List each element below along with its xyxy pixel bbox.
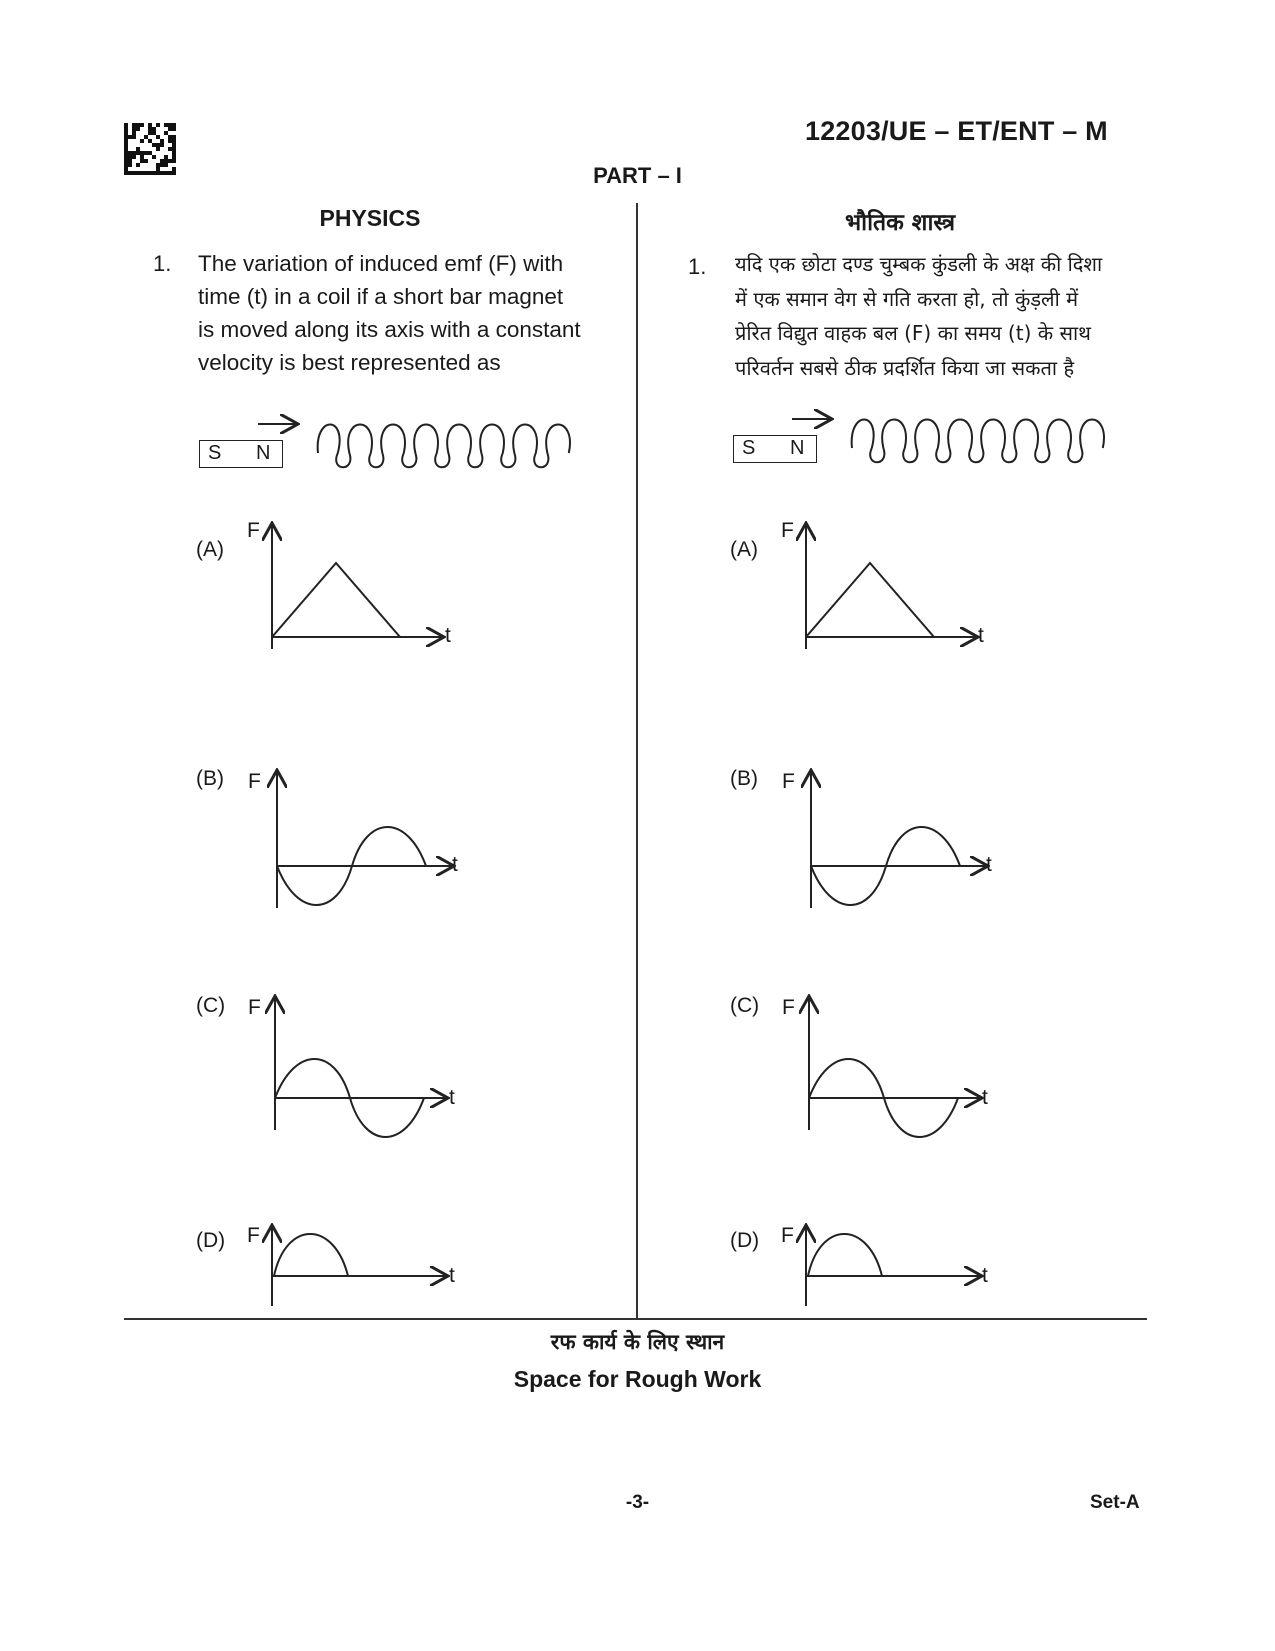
paper-code: 12203/UE – ET/ENT – M	[805, 116, 1108, 146]
question-number-hi: 1.	[688, 254, 707, 279]
coil-hi	[852, 420, 1104, 463]
bar-magnet-hi	[733, 435, 817, 463]
magnet-s-label: S	[208, 442, 222, 464]
question-line: velocity is best represented as	[198, 350, 501, 375]
coil-en	[318, 425, 570, 468]
option-b-label-hi: (B)	[730, 767, 758, 790]
axis-f-label: F	[247, 1224, 260, 1247]
physics-heading: PHYSICS	[319, 205, 421, 231]
option-a-label-hi: (A)	[730, 538, 758, 561]
option-a-label-en: (A)	[196, 538, 224, 561]
axis-t-label: t	[449, 1086, 455, 1109]
axis-t-label: t	[449, 1264, 455, 1287]
axis-f-label: F	[248, 996, 261, 1019]
axis-f-label: F	[781, 519, 794, 542]
bar-magnet-en	[199, 440, 283, 468]
axis-f-label: F	[781, 1224, 794, 1247]
question-line: is moved along its axis with a constant	[198, 317, 581, 342]
question-line: यदि एक छोटा दण्ड चुम्बक कुंडली के अक्ष की दिशा	[735, 252, 1103, 276]
option-b-label-en: (B)	[196, 767, 224, 790]
question-line: प्रेरित विद्युत वाहक बल (F) का समय (t) के साथ	[735, 321, 1091, 345]
column-divider	[636, 203, 638, 1318]
set-label: Set-A	[1090, 1492, 1140, 1513]
rough-work-label-hindi: रफ कार्य के लिए स्थान	[550, 1330, 725, 1354]
graph-d-en	[272, 1227, 446, 1306]
graph-d-hi	[806, 1227, 980, 1306]
graph-b-hi	[811, 772, 986, 908]
axis-t-label: t	[982, 1264, 988, 1287]
graph-c-hi	[809, 998, 980, 1137]
page-number: -3-	[625, 1492, 650, 1513]
magnet-n-label: N	[790, 437, 805, 459]
magnet-s-label: S	[742, 437, 756, 459]
question-line: परिवर्तन सबसे ठीक प्रदर्शित किया जा सकता है	[735, 355, 1075, 380]
option-d-label-hi: (D)	[730, 1229, 760, 1252]
graph-a-en	[272, 525, 442, 649]
axis-t-label: t	[445, 624, 451, 647]
rough-work-label: Space for Rough Work	[513, 1366, 762, 1392]
axis-f-label: F	[247, 519, 260, 542]
question-text-hi	[735, 247, 1145, 385]
option-c-label-hi: (C)	[730, 994, 760, 1017]
part-title: PART – I	[593, 163, 682, 188]
axis-t-label: t	[452, 853, 458, 876]
option-d-label-en: (D)	[196, 1229, 226, 1252]
option-c-label-en: (C)	[196, 994, 226, 1017]
question-line: The variation of induced emf (F) with	[198, 251, 564, 276]
axis-t-label: t	[982, 1086, 988, 1109]
magnet-n-label: N	[256, 442, 271, 464]
question-text-en	[198, 247, 618, 379]
question-line: में एक समान वेग से गति करता हो, तो कुंड़ली में	[735, 286, 1079, 311]
axis-f-label: F	[248, 770, 261, 793]
axis-f-label: F	[782, 770, 795, 793]
axis-t-label: t	[978, 624, 984, 647]
graph-a-hi	[806, 525, 976, 649]
question-number-en: 1.	[153, 251, 172, 276]
question-line: time (t) in a coil if a short bar magnet	[198, 284, 564, 309]
physics-heading-hindi: भौतिक शास्त्र	[844, 210, 956, 236]
axis-f-label: F	[782, 996, 795, 1019]
rough-work-divider	[124, 1318, 1147, 1320]
graph-c-en	[275, 998, 446, 1137]
axis-t-label: t	[986, 853, 992, 876]
graph-b-en	[277, 772, 452, 908]
